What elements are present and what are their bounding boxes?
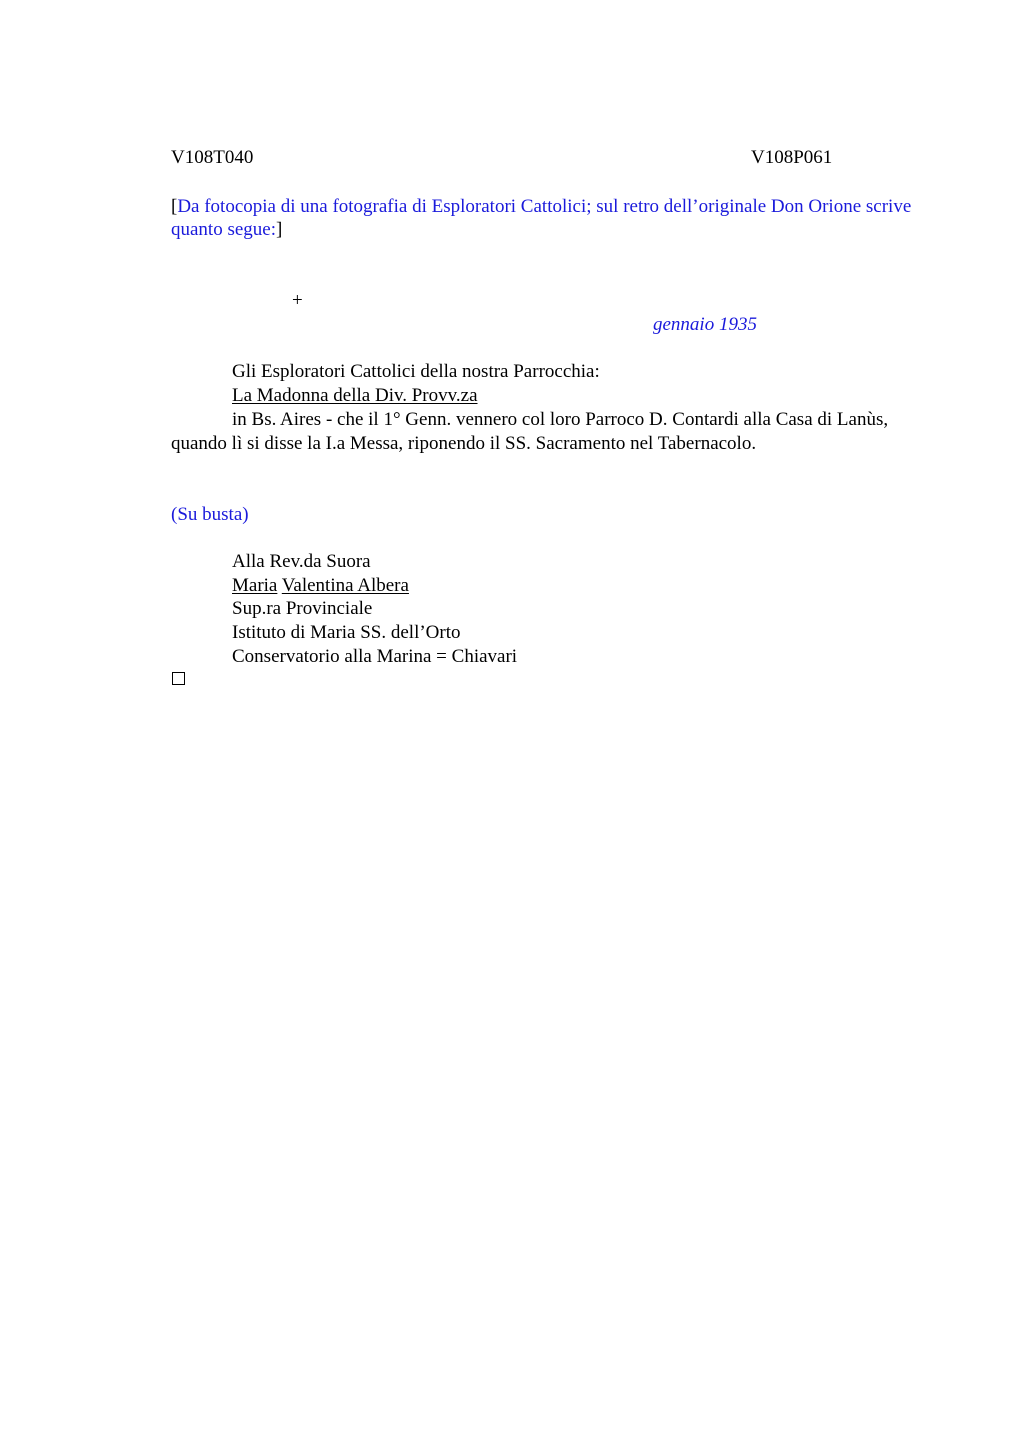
- editorial-note-text: Da fotocopia di una fotografia di Esploratori Cattolici; sul retro dell’originale Don Orione scrive quanto segue:: [171, 196, 912, 240]
- address-line-3: Sup.ra Provinciale: [232, 598, 373, 619]
- letter-line-1: Gli Esploratori Cattolici della nostra Parrocchia:: [232, 361, 600, 382]
- letter-paragraph: in Bs. Aires - che il 1° Genn. vennero col loro Parroco D. Contardi alla Casa di Lanùs, quando lì si disse la I.a Messa, riponendo il SS. Sacramento nel Tabernacolo.: [171, 409, 889, 454]
- letter-date: gennaio 1935: [653, 314, 757, 335]
- address-line-4: Istituto di Maria SS. dell’Orto: [232, 622, 461, 643]
- address-name-first: Maria: [232, 575, 278, 596]
- header-left-code: V108T040: [171, 147, 254, 168]
- address-line-5: Conservatorio alla Marina = Chiavari: [232, 646, 518, 667]
- envelope-label: (Su busta): [171, 504, 249, 525]
- address-name-line: [232, 574, 409, 598]
- open-bracket: [: [171, 196, 178, 217]
- cross-mark: +: [292, 290, 303, 311]
- address-name-rest: Valentina Albera: [281, 575, 409, 596]
- letter-line-2: La Madonna della Div. Provv.za: [232, 385, 478, 406]
- header-right-code: V108P061: [751, 147, 833, 168]
- editorial-note: [171, 195, 931, 241]
- address-line-1: Alla Rev.da Suora: [232, 551, 371, 572]
- close-bracket: ]: [276, 219, 283, 240]
- end-mark-square: [172, 672, 185, 685]
